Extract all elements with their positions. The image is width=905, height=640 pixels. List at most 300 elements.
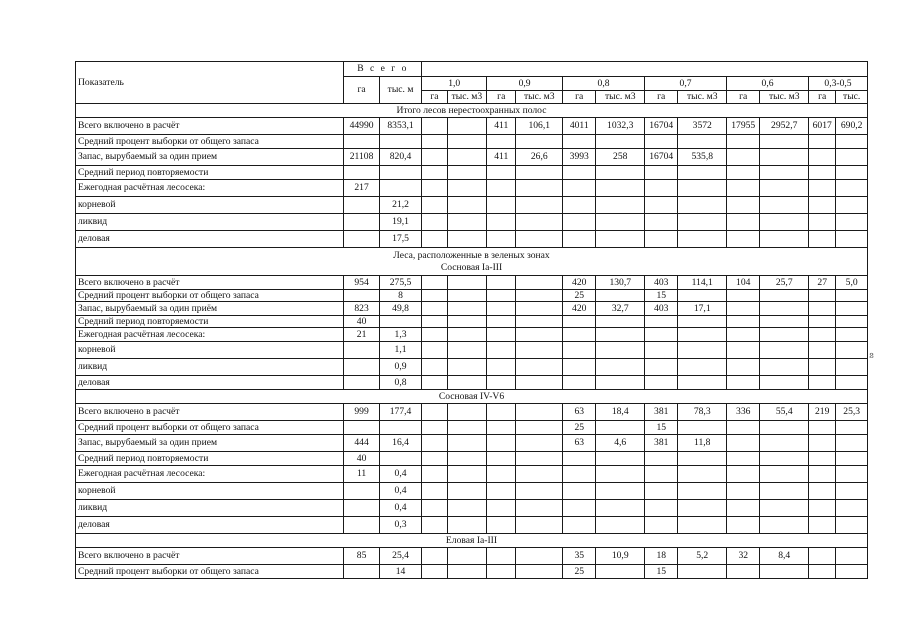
table-cell bbox=[344, 135, 379, 149]
table-cell bbox=[596, 135, 645, 149]
section-title-text: Итого лесов нерестоохранных полос bbox=[396, 104, 547, 116]
table-cell: 16704 bbox=[645, 118, 678, 135]
table-cell bbox=[836, 483, 868, 500]
table-cell bbox=[836, 500, 868, 517]
table-cell: 8353,1 bbox=[379, 118, 422, 135]
table-cell bbox=[447, 342, 486, 359]
table-cell bbox=[596, 328, 645, 342]
table-cell bbox=[760, 359, 809, 376]
sub-header-ha: га bbox=[727, 91, 760, 104]
table-cell bbox=[487, 231, 516, 248]
table-cell: 18 bbox=[645, 548, 678, 565]
table-cell: 8 bbox=[379, 290, 422, 302]
table-cell bbox=[836, 565, 868, 579]
table-cell bbox=[516, 276, 563, 290]
table-body bbox=[76, 104, 868, 579]
table-cell bbox=[760, 435, 809, 452]
forest-data-table bbox=[75, 61, 868, 579]
table-cell bbox=[727, 231, 760, 248]
table-cell bbox=[487, 404, 516, 421]
table-cell bbox=[516, 290, 563, 302]
table-cell bbox=[760, 197, 809, 214]
total-ha-header: га bbox=[344, 77, 379, 104]
table-row bbox=[76, 149, 868, 166]
table-cell bbox=[563, 214, 596, 231]
table-cell bbox=[447, 149, 486, 166]
table-cell bbox=[563, 180, 596, 197]
table-cell bbox=[836, 166, 868, 180]
table-cell bbox=[422, 328, 447, 342]
section-row bbox=[76, 390, 868, 404]
table-cell: 49,8 bbox=[379, 302, 422, 316]
table-cell: 114,1 bbox=[678, 276, 727, 290]
table-cell bbox=[596, 500, 645, 517]
table-cell bbox=[422, 565, 447, 579]
table-cell bbox=[563, 500, 596, 517]
table-cell bbox=[760, 376, 809, 390]
table-cell bbox=[563, 316, 596, 328]
row-label: корневой bbox=[76, 342, 344, 359]
table-cell bbox=[809, 421, 836, 435]
table-cell bbox=[596, 231, 645, 248]
table-cell bbox=[563, 231, 596, 248]
table-cell bbox=[760, 517, 809, 534]
table-cell bbox=[836, 214, 868, 231]
table-cell bbox=[809, 452, 836, 466]
table-cell bbox=[836, 359, 868, 376]
table-cell bbox=[645, 197, 678, 214]
table-cell bbox=[727, 500, 760, 517]
table-cell bbox=[422, 500, 447, 517]
table-cell bbox=[563, 166, 596, 180]
table-cell: 1,1 bbox=[379, 342, 422, 359]
table-row bbox=[76, 548, 868, 565]
table-cell bbox=[487, 517, 516, 534]
table-cell bbox=[344, 231, 379, 248]
table-cell bbox=[344, 197, 379, 214]
table-cell: 25,3 bbox=[836, 404, 868, 421]
table-cell bbox=[516, 517, 563, 534]
table-cell bbox=[809, 135, 836, 149]
table-cell: 954 bbox=[344, 276, 379, 290]
table-cell bbox=[487, 328, 516, 342]
table-cell bbox=[836, 452, 868, 466]
row-label: ликвид bbox=[76, 214, 344, 231]
table-cell: 10,9 bbox=[596, 548, 645, 565]
table-row bbox=[76, 435, 868, 452]
table-cell: 1,3 bbox=[379, 328, 422, 342]
table-cell: 25,4 bbox=[379, 548, 422, 565]
table-cell bbox=[678, 500, 727, 517]
row-label: ликвид bbox=[76, 359, 344, 376]
table-cell bbox=[516, 135, 563, 149]
table-cell bbox=[727, 421, 760, 435]
table-row bbox=[76, 404, 868, 421]
table-cell bbox=[727, 180, 760, 197]
table-cell: 0,3 bbox=[379, 517, 422, 534]
table-cell: 63 bbox=[563, 404, 596, 421]
table-cell bbox=[809, 180, 836, 197]
table-cell: 258 bbox=[596, 149, 645, 166]
table-cell bbox=[422, 302, 447, 316]
row-label: Ежегодная расчётная лесосека: bbox=[76, 328, 344, 342]
table-cell bbox=[487, 359, 516, 376]
table-cell bbox=[836, 290, 868, 302]
table-cell bbox=[809, 483, 836, 500]
row-label: Всего включено в расчёт bbox=[76, 548, 344, 565]
section-row bbox=[76, 104, 868, 118]
table-cell bbox=[836, 435, 868, 452]
table-cell bbox=[422, 404, 447, 421]
row-label: Всего включено в расчёт bbox=[76, 404, 344, 421]
edge-mark: ន bbox=[869, 351, 875, 360]
table-cell bbox=[727, 435, 760, 452]
table-cell bbox=[678, 197, 727, 214]
table-cell bbox=[727, 197, 760, 214]
table-cell bbox=[809, 435, 836, 452]
table-row bbox=[76, 517, 868, 534]
table-cell bbox=[487, 166, 516, 180]
table-cell bbox=[809, 328, 836, 342]
table-cell: 0,4 bbox=[379, 483, 422, 500]
table-cell: 444 bbox=[344, 435, 379, 452]
table-cell bbox=[422, 197, 447, 214]
table-cell bbox=[422, 435, 447, 452]
table-cell bbox=[809, 517, 836, 534]
table-cell: 177,4 bbox=[379, 404, 422, 421]
table-cell bbox=[516, 376, 563, 390]
table-cell bbox=[447, 328, 486, 342]
table-cell bbox=[447, 500, 486, 517]
table-cell bbox=[727, 565, 760, 579]
table-cell bbox=[344, 565, 379, 579]
table-cell bbox=[645, 135, 678, 149]
row-label: корневой bbox=[76, 197, 344, 214]
table-cell bbox=[422, 180, 447, 197]
table-cell bbox=[344, 359, 379, 376]
table-cell: 21,2 bbox=[379, 197, 422, 214]
table-cell bbox=[836, 342, 868, 359]
table-cell: 40 bbox=[344, 316, 379, 328]
table-cell: 275,5 bbox=[379, 276, 422, 290]
table-cell bbox=[809, 231, 836, 248]
row-label: Ежегодная расчётная лесосека: bbox=[76, 180, 344, 197]
table-cell bbox=[809, 500, 836, 517]
table-cell: 823 bbox=[344, 302, 379, 316]
table-cell bbox=[516, 166, 563, 180]
table-cell bbox=[487, 548, 516, 565]
table-cell bbox=[760, 466, 809, 483]
sub-header-ha: га bbox=[809, 91, 836, 104]
row-label: Средний процент выборки от общего запаса bbox=[76, 135, 344, 149]
table-cell bbox=[516, 466, 563, 483]
table-cell bbox=[678, 166, 727, 180]
table-cell: 1032,3 bbox=[596, 118, 645, 135]
row-label: Всего включено в расчёт bbox=[76, 276, 344, 290]
table-cell: 16,4 bbox=[379, 435, 422, 452]
table-cell bbox=[447, 565, 486, 579]
table-cell: 25,7 bbox=[760, 276, 809, 290]
table-cell bbox=[809, 316, 836, 328]
table-cell: 381 bbox=[645, 404, 678, 421]
table-cell: 21 bbox=[344, 328, 379, 342]
table-cell bbox=[487, 135, 516, 149]
table-cell bbox=[563, 376, 596, 390]
table-cell bbox=[836, 328, 868, 342]
section-subtitle-text: Сосновая Ia-III bbox=[440, 261, 503, 273]
table-cell bbox=[487, 483, 516, 500]
table-cell: 420 bbox=[563, 302, 596, 316]
table-cell bbox=[760, 342, 809, 359]
table-cell bbox=[447, 421, 486, 435]
table-cell bbox=[836, 302, 868, 316]
table-cell bbox=[563, 517, 596, 534]
row-label: Средний процент выборки от общего запаса bbox=[76, 565, 344, 579]
table-cell bbox=[809, 302, 836, 316]
table-cell bbox=[836, 316, 868, 328]
table-cell bbox=[447, 483, 486, 500]
table-cell: 411 bbox=[487, 118, 516, 135]
table-cell bbox=[422, 342, 447, 359]
row-label: Средний период повторяемости bbox=[76, 316, 344, 328]
table-cell bbox=[596, 180, 645, 197]
table-cell bbox=[422, 135, 447, 149]
table-cell: 420 bbox=[563, 276, 596, 290]
table-cell bbox=[487, 500, 516, 517]
table-cell bbox=[727, 290, 760, 302]
table-cell bbox=[645, 342, 678, 359]
table-cell: 217 bbox=[344, 180, 379, 197]
table-cell bbox=[809, 214, 836, 231]
table-cell: 26,6 bbox=[516, 149, 563, 166]
table-cell: 5,0 bbox=[836, 276, 868, 290]
table-cell bbox=[487, 180, 516, 197]
table-cell: 0,8 bbox=[379, 376, 422, 390]
table-cell bbox=[809, 290, 836, 302]
table-cell: 32 bbox=[727, 548, 760, 565]
group-header: 0,7 bbox=[645, 77, 727, 91]
table-cell: 55,4 bbox=[760, 404, 809, 421]
table-cell: 40 bbox=[344, 452, 379, 466]
table-row bbox=[76, 483, 868, 500]
table-cell bbox=[563, 342, 596, 359]
table-cell: 15 bbox=[645, 421, 678, 435]
table-cell bbox=[447, 118, 486, 135]
table-cell bbox=[516, 231, 563, 248]
table-cell: 17955 bbox=[727, 118, 760, 135]
table-cell bbox=[379, 180, 422, 197]
table-cell bbox=[422, 517, 447, 534]
table-cell bbox=[727, 466, 760, 483]
table-cell: 535,8 bbox=[678, 149, 727, 166]
table-cell bbox=[836, 517, 868, 534]
table-cell bbox=[487, 452, 516, 466]
table-cell: 411 bbox=[487, 149, 516, 166]
table-cell: 219 bbox=[809, 404, 836, 421]
table-cell: 16704 bbox=[645, 149, 678, 166]
table-cell: 17,1 bbox=[678, 302, 727, 316]
total-group-header: В с е г о bbox=[344, 62, 422, 77]
table-cell bbox=[760, 290, 809, 302]
group-header: 0,8 bbox=[563, 77, 645, 91]
table-cell bbox=[487, 290, 516, 302]
table-cell bbox=[809, 376, 836, 390]
table-cell bbox=[344, 376, 379, 390]
table-cell: 0,4 bbox=[379, 466, 422, 483]
table-row bbox=[76, 180, 868, 197]
table-cell: 25 bbox=[563, 290, 596, 302]
sub-header-ha: га bbox=[487, 91, 516, 104]
table-cell bbox=[836, 421, 868, 435]
table-cell bbox=[447, 214, 486, 231]
table-cell bbox=[727, 328, 760, 342]
table-cell bbox=[447, 290, 486, 302]
table-cell bbox=[447, 517, 486, 534]
table-cell bbox=[678, 135, 727, 149]
table-cell bbox=[760, 421, 809, 435]
table-cell bbox=[678, 483, 727, 500]
table-cell bbox=[678, 517, 727, 534]
indicator-header: Показатель bbox=[76, 62, 344, 104]
table-cell bbox=[596, 421, 645, 435]
table-cell bbox=[516, 500, 563, 517]
table-cell bbox=[422, 290, 447, 302]
row-label: Средний период повторяемости bbox=[76, 452, 344, 466]
table-cell: 27 bbox=[809, 276, 836, 290]
table-row bbox=[76, 342, 868, 359]
table-cell bbox=[809, 565, 836, 579]
sub-header-ha: га bbox=[563, 91, 596, 104]
row-label: Запас, вырубаемый за один прием bbox=[76, 435, 344, 452]
table-cell bbox=[487, 421, 516, 435]
table-cell bbox=[563, 483, 596, 500]
table-row bbox=[76, 166, 868, 180]
table-cell bbox=[487, 197, 516, 214]
table-cell bbox=[344, 342, 379, 359]
table-cell bbox=[727, 359, 760, 376]
table-cell bbox=[645, 214, 678, 231]
table-cell bbox=[447, 316, 486, 328]
sub-header-volume: тыс. м3 bbox=[447, 91, 486, 104]
table-cell bbox=[645, 231, 678, 248]
section-row bbox=[76, 248, 868, 276]
table-row bbox=[76, 231, 868, 248]
table-cell bbox=[678, 565, 727, 579]
section-row bbox=[76, 534, 868, 548]
table-cell bbox=[760, 565, 809, 579]
table-cell bbox=[422, 316, 447, 328]
table-cell bbox=[760, 231, 809, 248]
table-cell bbox=[760, 452, 809, 466]
table-cell bbox=[344, 166, 379, 180]
table-cell: 32,7 bbox=[596, 302, 645, 316]
table-cell bbox=[487, 342, 516, 359]
table-row bbox=[76, 290, 868, 302]
table-cell bbox=[645, 328, 678, 342]
table-cell bbox=[596, 517, 645, 534]
table-cell bbox=[379, 421, 422, 435]
table-cell bbox=[645, 166, 678, 180]
table-cell bbox=[596, 376, 645, 390]
table-cell: 3993 bbox=[563, 149, 596, 166]
table-cell: 0,4 bbox=[379, 500, 422, 517]
table-cell bbox=[422, 149, 447, 166]
table-cell bbox=[447, 452, 486, 466]
table-cell bbox=[645, 466, 678, 483]
table-cell bbox=[516, 565, 563, 579]
table-cell: 35 bbox=[563, 548, 596, 565]
table-cell bbox=[487, 376, 516, 390]
row-label: ликвид bbox=[76, 500, 344, 517]
table-cell bbox=[563, 197, 596, 214]
table-cell bbox=[678, 214, 727, 231]
table-cell bbox=[809, 466, 836, 483]
table-cell bbox=[344, 214, 379, 231]
sub-header-volume: тыс. м3 bbox=[760, 91, 809, 104]
table-cell bbox=[760, 214, 809, 231]
table-cell: 17,5 bbox=[379, 231, 422, 248]
table-row bbox=[76, 214, 868, 231]
section-title bbox=[76, 104, 868, 118]
table-cell bbox=[516, 328, 563, 342]
group-header: 0,3-0,5 bbox=[809, 77, 868, 91]
table-cell bbox=[809, 166, 836, 180]
table-row bbox=[76, 276, 868, 290]
table-cell bbox=[596, 197, 645, 214]
row-label: Запас, вырубаемый за один прием bbox=[76, 149, 344, 166]
table-cell bbox=[760, 135, 809, 149]
table-cell: 6017 bbox=[809, 118, 836, 135]
table-cell bbox=[809, 197, 836, 214]
table-cell bbox=[422, 166, 447, 180]
table-row bbox=[76, 135, 868, 149]
table-cell bbox=[727, 316, 760, 328]
table-cell bbox=[760, 500, 809, 517]
table-cell bbox=[678, 359, 727, 376]
table-cell: 25 bbox=[563, 421, 596, 435]
table-cell bbox=[645, 180, 678, 197]
table-cell bbox=[487, 316, 516, 328]
table-cell bbox=[447, 302, 486, 316]
table-cell bbox=[516, 548, 563, 565]
total-volume-header: тыс. м bbox=[379, 77, 422, 104]
table-cell bbox=[836, 135, 868, 149]
row-label: деловая bbox=[76, 376, 344, 390]
table-cell: 11,8 bbox=[678, 435, 727, 452]
table-row bbox=[76, 500, 868, 517]
section-title-text: Сосновая IV-V6 bbox=[438, 390, 505, 402]
table-cell: 4011 bbox=[563, 118, 596, 135]
table-row bbox=[76, 359, 868, 376]
table-cell bbox=[645, 376, 678, 390]
table-cell bbox=[809, 359, 836, 376]
table-cell bbox=[727, 483, 760, 500]
row-label: Средний процент выборки от общего запаса bbox=[76, 290, 344, 302]
row-label: Средний период повторяемости bbox=[76, 166, 344, 180]
table-cell bbox=[645, 316, 678, 328]
table-cell bbox=[516, 421, 563, 435]
table-cell bbox=[760, 328, 809, 342]
table-cell bbox=[379, 316, 422, 328]
table-cell bbox=[645, 517, 678, 534]
table-cell bbox=[596, 316, 645, 328]
table-cell: 999 bbox=[344, 404, 379, 421]
table-cell bbox=[516, 359, 563, 376]
table-row bbox=[76, 466, 868, 483]
table-row bbox=[76, 421, 868, 435]
table-cell: 8,4 bbox=[760, 548, 809, 565]
table-cell bbox=[596, 214, 645, 231]
